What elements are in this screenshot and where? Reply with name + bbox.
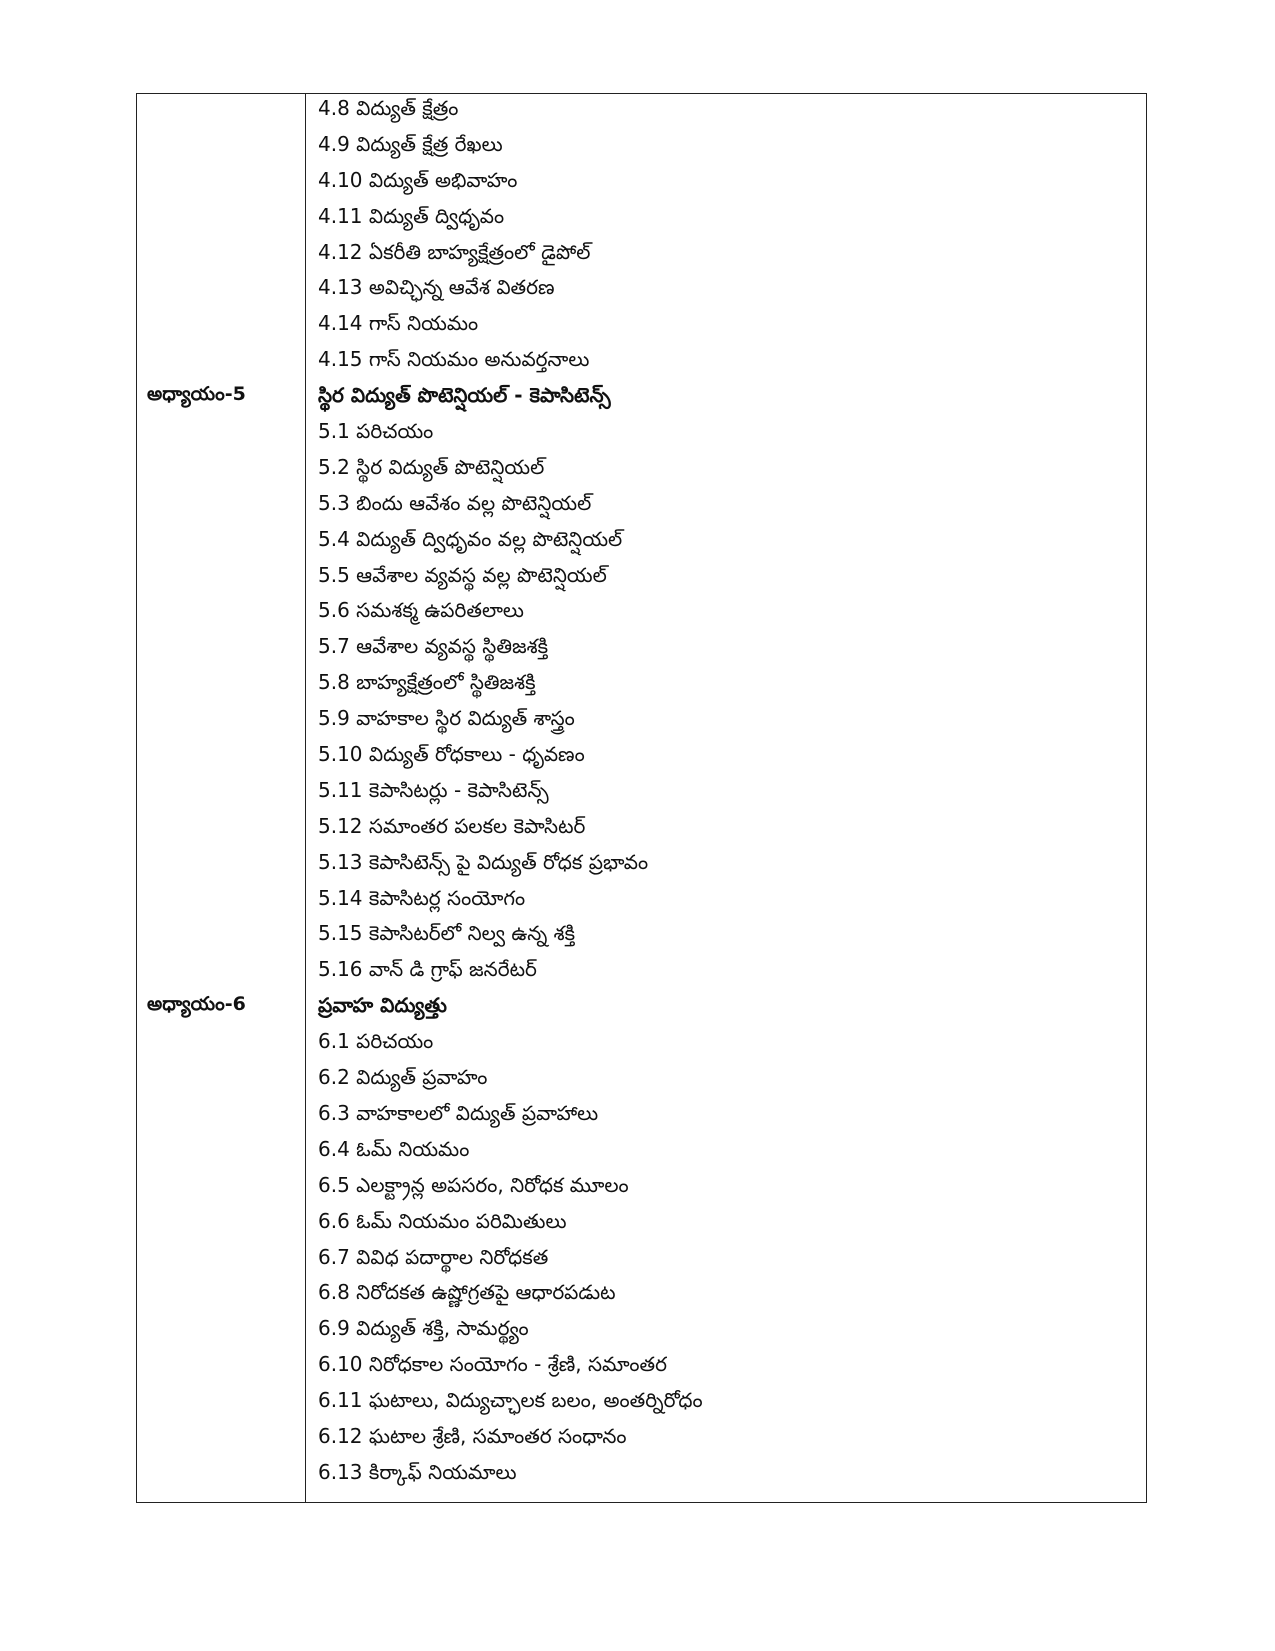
section-entry: 6.8 నిరోదకత ఉష్ణోగ్రతపై ఆధారపడుట bbox=[318, 1280, 616, 1305]
chapter-heading-row bbox=[137, 989, 1146, 1025]
section-row bbox=[137, 559, 1146, 595]
section-entry: 5.6 సమశక్మ ఉపరితలాలు bbox=[318, 598, 524, 623]
section-row bbox=[137, 415, 1146, 451]
section-entry: 6.9 విద్యుత్ శక్తి, సామర్థ్యం bbox=[318, 1316, 529, 1341]
section-entry: 6.5 ఎలక్ట్రాన్ల అపసరం, నిరోధక మూలం bbox=[318, 1172, 629, 1197]
section-row bbox=[137, 307, 1146, 343]
section-row bbox=[137, 92, 1146, 128]
chapter-label: అధ్యాయం-6 bbox=[147, 993, 246, 1016]
section-row bbox=[137, 846, 1146, 882]
section-row bbox=[137, 451, 1146, 487]
section-row bbox=[137, 271, 1146, 307]
section-row bbox=[137, 487, 1146, 523]
section-entry: 4.13 అవిచ్ఛిన్న ఆవేశ వితరణ bbox=[318, 275, 555, 300]
section-row bbox=[137, 1241, 1146, 1277]
section-entry: 5.11 కెపాసిటర్లు - కెపాసిటెన్స్ bbox=[318, 777, 549, 802]
section-entry: 6.2 విద్యుత్ ప్రవాహం bbox=[318, 1065, 488, 1090]
syllabus-table bbox=[136, 93, 1147, 1503]
section-row bbox=[137, 1133, 1146, 1169]
section-entry: 6.13 కిర్కాఫ్ నియమాలు bbox=[318, 1459, 517, 1484]
section-entry: 5.10 విద్యుత్ రోధకాలు - ధృవణం bbox=[318, 742, 585, 767]
section-entry: 5.14 కెపాసిటర్ల సంయోగం bbox=[318, 885, 526, 910]
section-row bbox=[137, 523, 1146, 559]
section-row bbox=[137, 1276, 1146, 1312]
section-row bbox=[137, 1348, 1146, 1384]
section-entry: 5.12 సమాంతర పలకల కెపాసిటర్ bbox=[318, 813, 586, 838]
section-entry: 4.11 విద్యుత్ ద్విధృవం bbox=[318, 203, 505, 228]
section-row bbox=[137, 594, 1146, 630]
section-entry: 4.14 గాస్ నియమం bbox=[318, 311, 479, 336]
section-entry: 6.11 ఘటాలు, విద్యుచ్ఛాలక బలం, అంతర్నిరోధం bbox=[318, 1388, 703, 1413]
chapter-title: స్థిర విద్యుత్ పొటెన్షియల్ - కెపాసిటెన్స్ bbox=[318, 383, 611, 408]
section-entry: 5.9 వాహకాల స్థిర విద్యుత్ శాస్త్రం bbox=[318, 706, 575, 731]
section-entry: 6.4 ఓమ్ నియమం bbox=[318, 1136, 470, 1161]
section-row bbox=[137, 200, 1146, 236]
section-row bbox=[137, 343, 1146, 379]
section-row bbox=[137, 1169, 1146, 1205]
section-entry: 5.4 విద్యుత్ ద్విధృవం వల్ల పొటెన్షియల్ bbox=[318, 526, 623, 551]
section-row bbox=[137, 164, 1146, 200]
section-row bbox=[137, 1384, 1146, 1420]
section-row bbox=[137, 882, 1146, 918]
section-entry: 4.10 విద్యుత్ అభివాహం bbox=[318, 167, 518, 192]
section-row bbox=[137, 1312, 1146, 1348]
section-row bbox=[137, 236, 1146, 272]
section-row bbox=[137, 1456, 1146, 1492]
section-row bbox=[137, 917, 1146, 953]
section-row bbox=[137, 738, 1146, 774]
section-entry: 6.3 వాహకాలలో విద్యుత్ ప్రవాహాలు bbox=[318, 1100, 599, 1125]
section-row bbox=[137, 953, 1146, 989]
section-entry: 6.7 వివిధ పదార్థాల నిరోధకత bbox=[318, 1244, 549, 1269]
chapter-label: అధ్యాయం-5 bbox=[147, 383, 246, 406]
section-row bbox=[137, 702, 1146, 738]
section-row bbox=[137, 1205, 1146, 1241]
section-entry: 5.7 ఆవేశాల వ్యవస్థ స్థితిజశక్తి bbox=[318, 634, 549, 659]
section-entry: 5.2 స్థిర విద్యుత్ పొటెన్షియల్ bbox=[318, 454, 545, 479]
section-entry: 4.9 విద్యుత్ క్షేత్ర రేఖలు bbox=[318, 131, 503, 156]
section-row bbox=[137, 666, 1146, 702]
section-row bbox=[137, 630, 1146, 666]
section-row bbox=[137, 774, 1146, 810]
section-entry: 4.8 విద్యుత్ క్షేత్రం bbox=[318, 96, 459, 120]
section-row bbox=[137, 1097, 1146, 1133]
section-entry: 4.12 ఏకరీతి బాహ్యక్షేత్రంలో డైపోల్ bbox=[318, 239, 591, 264]
section-entry: 5.3 బిందు ఆవేశం వల్ల పొటెన్షియల్ bbox=[318, 490, 592, 515]
section-entry: 5.1 పరిచయం bbox=[318, 419, 434, 444]
section-entry: 4.15 గాస్ నియమం అనువర్తనాలు bbox=[318, 347, 590, 372]
section-row bbox=[137, 1025, 1146, 1061]
section-entry: 6.10 నిరోధకాల సంయోగం - శ్రేణి, సమాంతర bbox=[318, 1352, 667, 1377]
section-row bbox=[137, 1420, 1146, 1456]
syllabus-rows bbox=[137, 92, 1146, 1492]
section-entry: 6.12 ఘటాల శ్రేణి, సమాంతర సంధానం bbox=[318, 1423, 627, 1448]
section-entry: 5.15 కెపాసిటర్‌లో నిల్వ ఉన్న శక్తి bbox=[318, 921, 576, 946]
section-row bbox=[137, 810, 1146, 846]
chapter-heading-row bbox=[137, 379, 1146, 415]
section-entry: 6.1 పరిచయం bbox=[318, 1029, 434, 1054]
section-row bbox=[137, 128, 1146, 164]
section-row bbox=[137, 1061, 1146, 1097]
section-entry: 5.16 వాన్ డి గ్రాఫ్ జనరేటర్ bbox=[318, 957, 537, 982]
section-entry: 5.13 కెపాసిటెన్స్ పై విద్యుత్ రోధక ప్రభావం bbox=[318, 849, 649, 874]
chapter-title: ప్రవాహ విద్యుత్తు bbox=[318, 993, 447, 1018]
section-entry: 6.6 ఓమ్ నియమం పరిమితులు bbox=[318, 1208, 567, 1233]
section-entry: 5.5 ఆవేశాల వ్యవస్థ వల్ల పొటెన్షియల్ bbox=[318, 562, 607, 587]
section-entry: 5.8 బాహ్యక్షేత్రంలో స్థితిజశక్తి bbox=[318, 670, 536, 695]
